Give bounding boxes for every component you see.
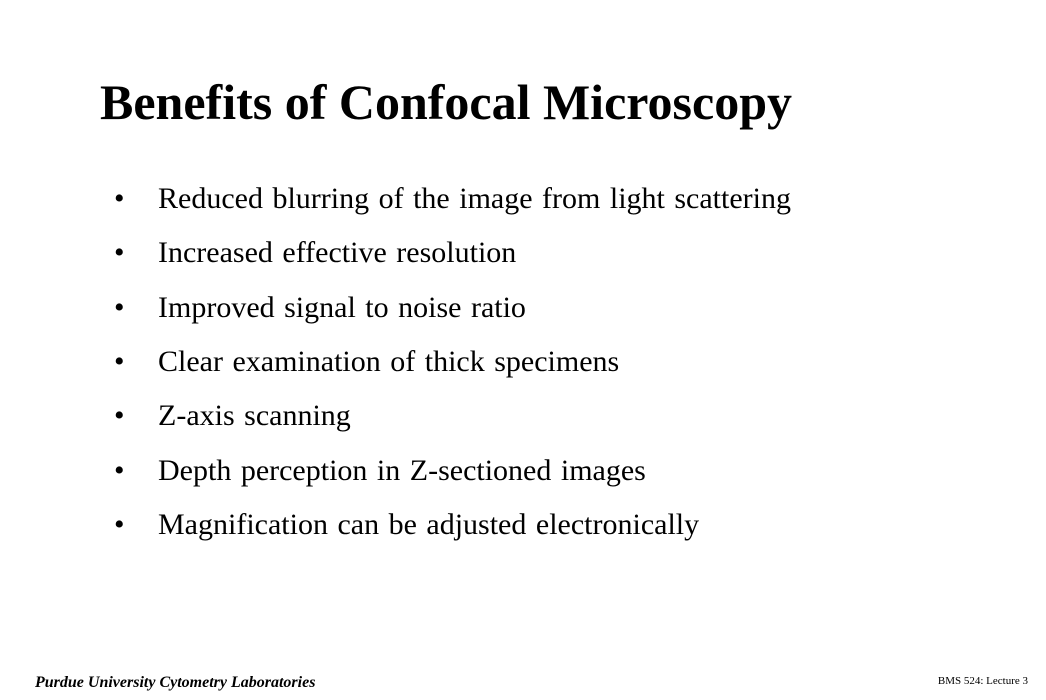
footer-lecture-label: BMS 524: Lecture 3 xyxy=(937,675,1028,687)
bullet-text: Reduced blurring of the image from light scattering xyxy=(158,182,791,216)
bullet-icon: • xyxy=(114,345,125,379)
bullet-text: Depth perception in Z-sectioned images xyxy=(158,453,646,487)
bullet-text: Improved signal to noise ratio xyxy=(158,290,526,324)
bullet-icon: • xyxy=(114,399,125,433)
bullet-item xyxy=(114,172,791,226)
bullet-text: Magnification can be adjusted electronically xyxy=(158,507,700,541)
bullet-item xyxy=(114,335,791,389)
bullet-icon: • xyxy=(114,182,125,216)
slide-title: Benefits of Confocal Microscopy xyxy=(100,74,793,130)
bullet-icon: • xyxy=(114,236,125,270)
bullet-text: Clear examination of thick specimens xyxy=(158,345,620,379)
bullet-item xyxy=(114,443,791,497)
bullet-item xyxy=(114,281,791,335)
footer-organization: Purdue University Cytometry Laboratories xyxy=(35,674,316,691)
bullet-text: Z-axis scanning xyxy=(158,399,351,433)
bullet-text: Increased effective resolution xyxy=(158,236,517,270)
bullet-item xyxy=(114,389,791,443)
bullet-item xyxy=(114,226,791,280)
bullet-icon: • xyxy=(114,290,125,324)
bullet-icon: • xyxy=(114,507,125,541)
bullet-icon: • xyxy=(114,453,125,487)
bullet-item xyxy=(114,498,791,552)
bullet-list xyxy=(114,172,791,552)
